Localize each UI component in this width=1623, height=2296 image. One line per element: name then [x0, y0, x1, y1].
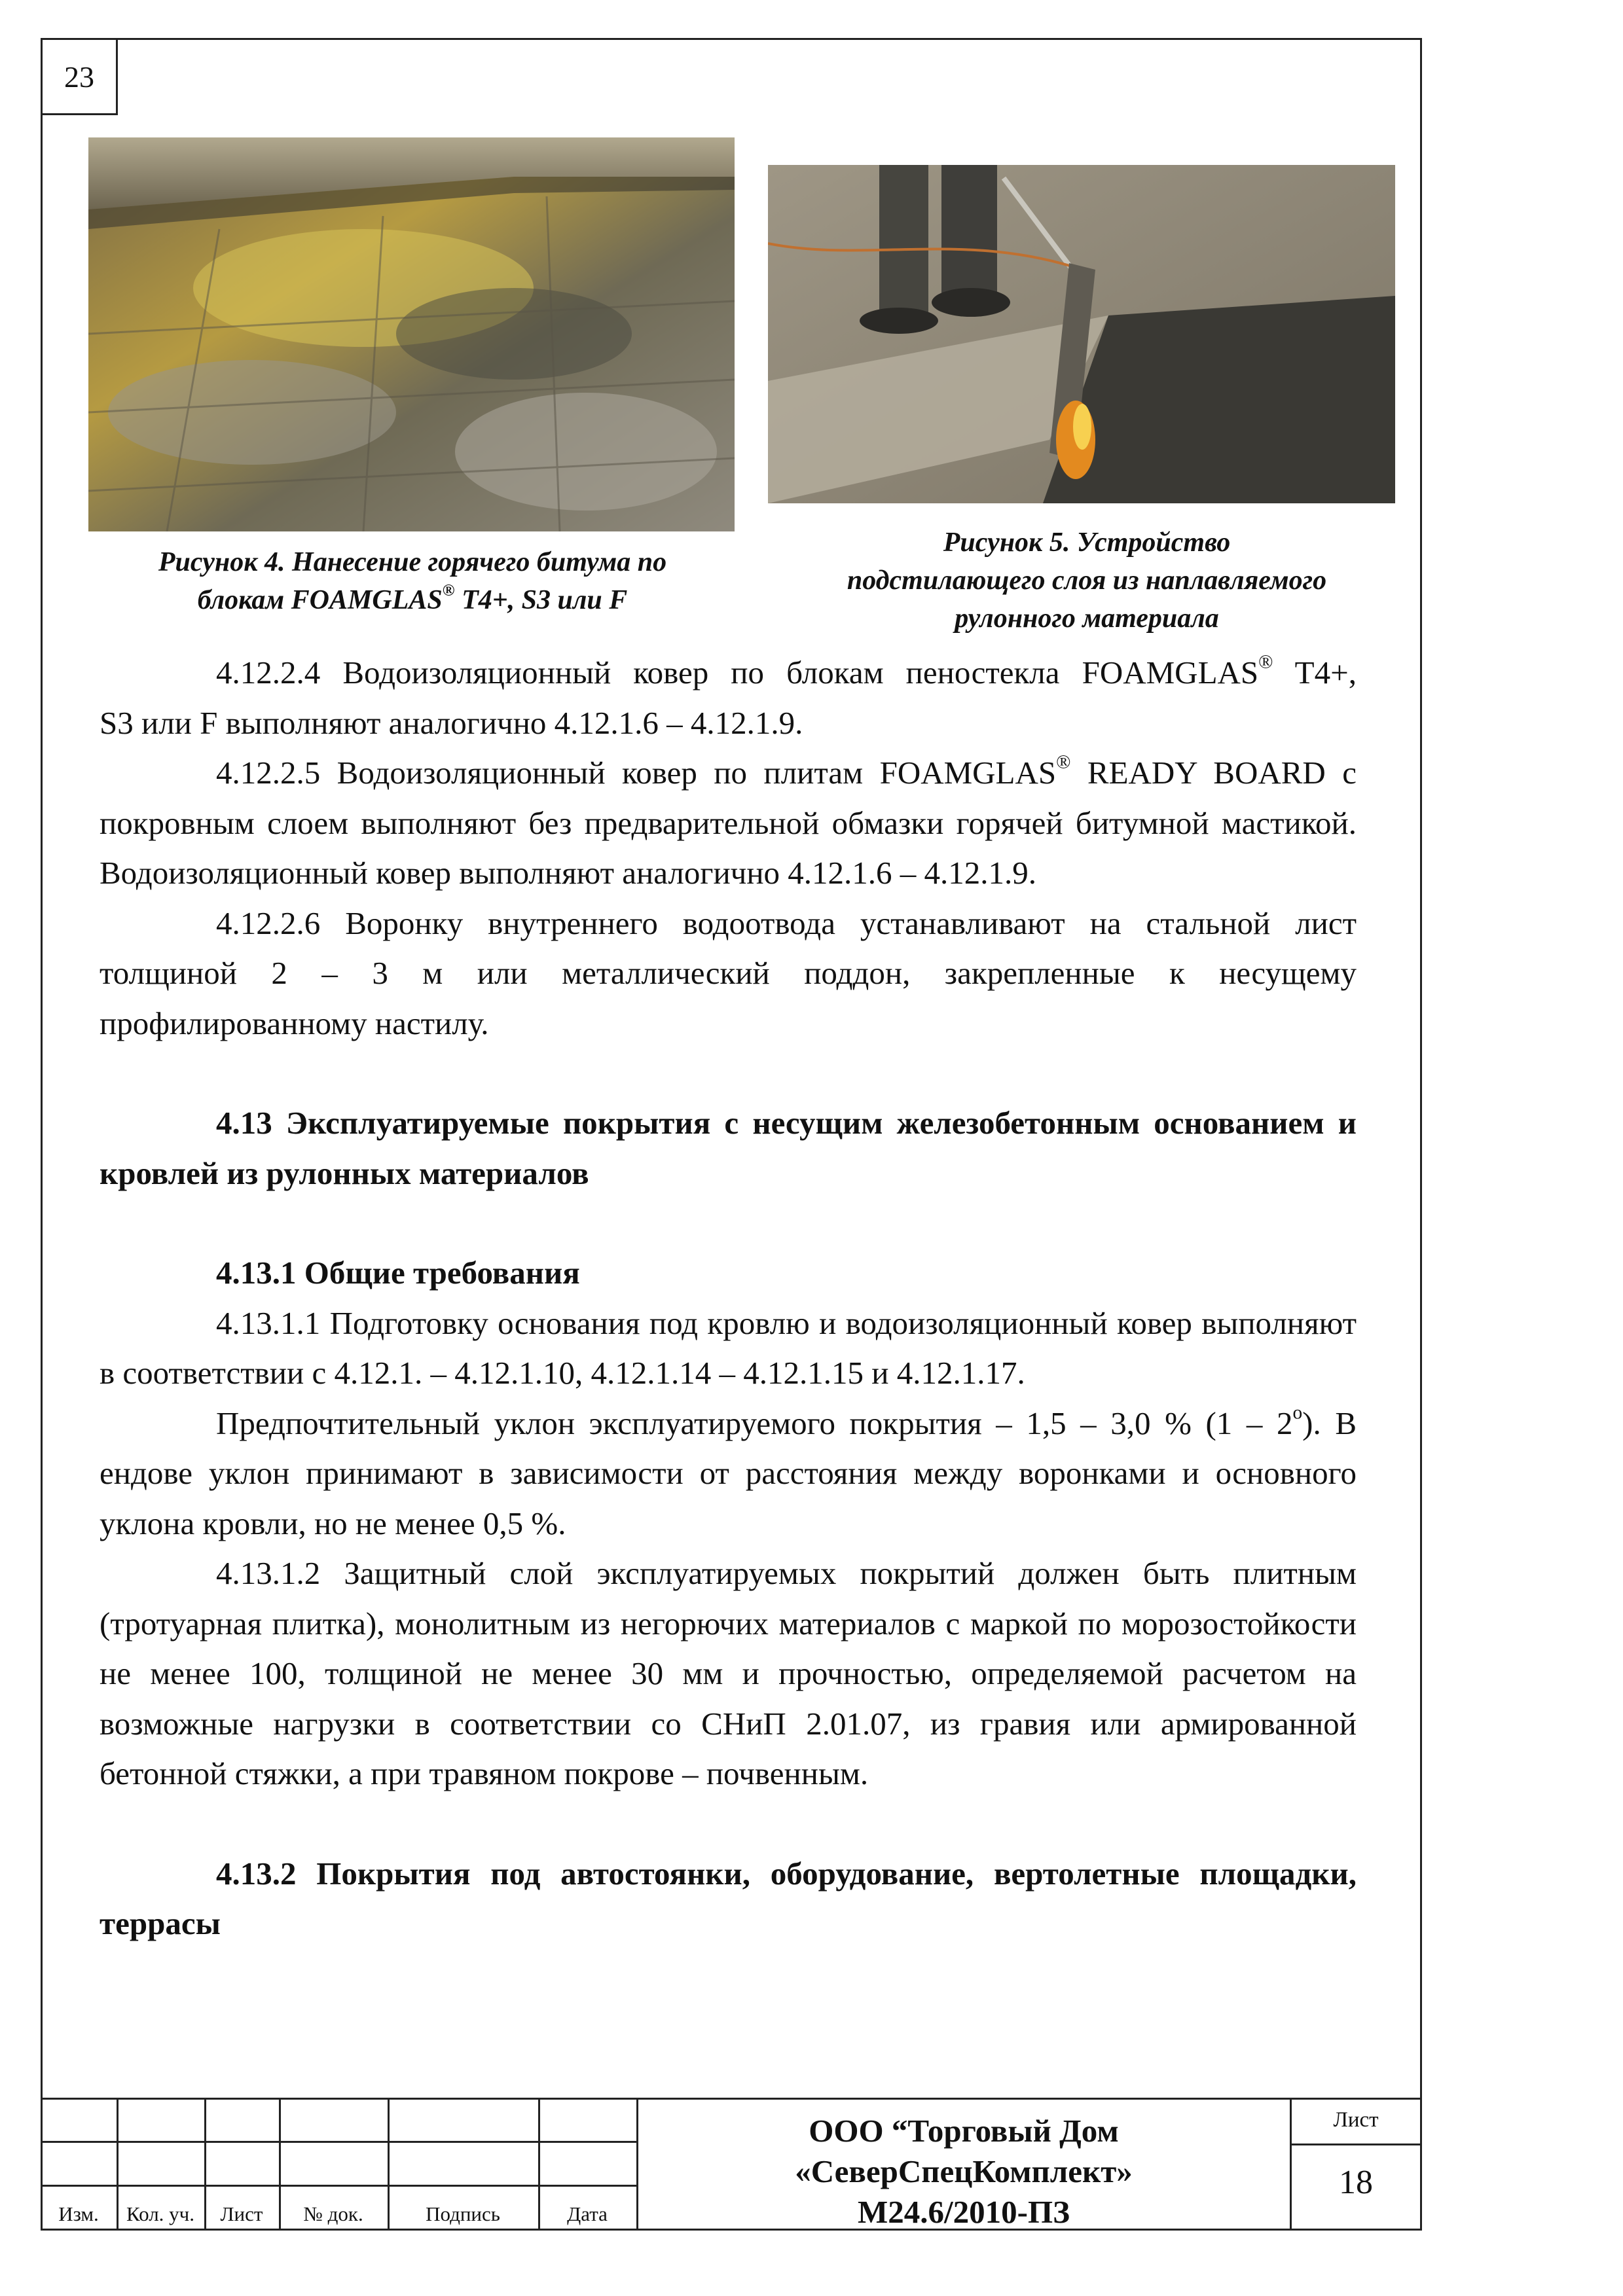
caption-line: Рисунок 4. Нанесение горячего битума по	[158, 547, 667, 577]
org-name-line2: «СеверСпецКомплект»	[795, 2153, 1133, 2189]
heading-4-13-2: 4.13.2 Покрытия под автостоянки, оборудование, вертолетные площадки, террасы	[100, 1855, 1357, 1941]
sheet-number: 18	[1339, 2164, 1373, 2201]
col-label-doc-no: № док.	[303, 2202, 363, 2225]
caption-line: подстилающего слоя из наплавляемого	[847, 565, 1327, 596]
caption-line: блокам FOAMGLAS® T4+, S3 или F	[197, 581, 628, 615]
caption-line: Рисунок 5. Устройство	[943, 528, 1231, 558]
sheet-label: Лист	[1333, 2108, 1379, 2132]
body-text	[100, 648, 1357, 1949]
organization-block	[636, 2111, 1291, 2233]
paragraph-4-12-2-6: 4.12.2.6 Воронку внутреннего водоотвода устанавливают на стальной лист толщиной 2 – 3 м или металлический поддон, закрепленные к несущему профилированному настилу.	[100, 905, 1357, 1041]
paragraph-4-13-1-2: 4.13.1.2 Защитный слой эксплуатируемых покрытий должен быть плитным (тротуарная плитка), монолитным из негорючих материалов с маркой по морозостойкости не менее 100, толщиной не менее 30 мм и прочностью, определяемой расчетом на возможные нагрузки в соответствии со СНиП 2.01.07, из гравия или армированной бетонной стяжки, а при травяном покрове – почвенным.	[100, 1555, 1357, 1791]
col-label-izm: Изм.	[58, 2202, 99, 2225]
col-label-date: Дата	[567, 2202, 608, 2225]
page-number: 23	[41, 38, 118, 115]
figure-4-caption	[79, 543, 746, 619]
document-code: М24.6/2010-ПЗ	[858, 2194, 1070, 2230]
col-label-list: Лист	[220, 2202, 263, 2225]
figure-5-caption	[759, 524, 1414, 637]
col-label-kol-uch: Кол. уч.	[126, 2202, 195, 2225]
col-label-signature: Подпись	[426, 2202, 500, 2225]
caption-line: рулонного материала	[955, 603, 1219, 634]
paragraph-4-13-1-1: 4.13.1.1 Подготовку основания под кровлю и водоизоляционный ковер выполняют в соответствии с 4.12.1. – 4.12.1.10, 4.12.1.14 – 4.12.1.15 и 4.12.1.17.	[100, 1304, 1357, 1391]
heading-4-13-1: 4.13.1 Общие требования	[216, 1255, 580, 1291]
org-name-line1: ООО “Торговый Дом	[809, 2113, 1119, 2149]
title-block	[41, 2098, 1422, 2231]
paragraph-4-12-2-5: 4.12.2.5 Водоизоляционный ковер по плитам FOAMGLAS® READY BOARD с покровным слоем выполняют без предварительной обмазки горячей битумной мастикой. Водоизоляционный ковер выполняют аналогично 4.12.1.6 – 4.12.1.9.	[100, 751, 1357, 891]
paragraph-4-12-2-4-cont: S3 или F выполняют аналогично 4.12.1.6 – 4.12.1.9.	[100, 704, 803, 741]
paragraph-slope: Предпочтительный уклон эксплуатируемого покрытия – 1,5 – 3,0 % $(1 - 2^о)$. В ендове уклон принимают в зависимости от расстояния между воронками и основного уклона кровли, но не менее 0,5 %.	[100, 1401, 1357, 1541]
figure-4-photo	[88, 137, 735, 531]
heading-4-13: 4.13 Эксплуатируемые покрытия с несущим железобетонным основанием и кровлей из рулонных материалов	[100, 1105, 1357, 1191]
paragraph-4-12-2-4: 4.12.2.4 Водоизоляционный ковер по блокам пеностекла FOAMGLAS® T4+,	[216, 651, 1357, 691]
figure-5-photo	[768, 165, 1395, 503]
